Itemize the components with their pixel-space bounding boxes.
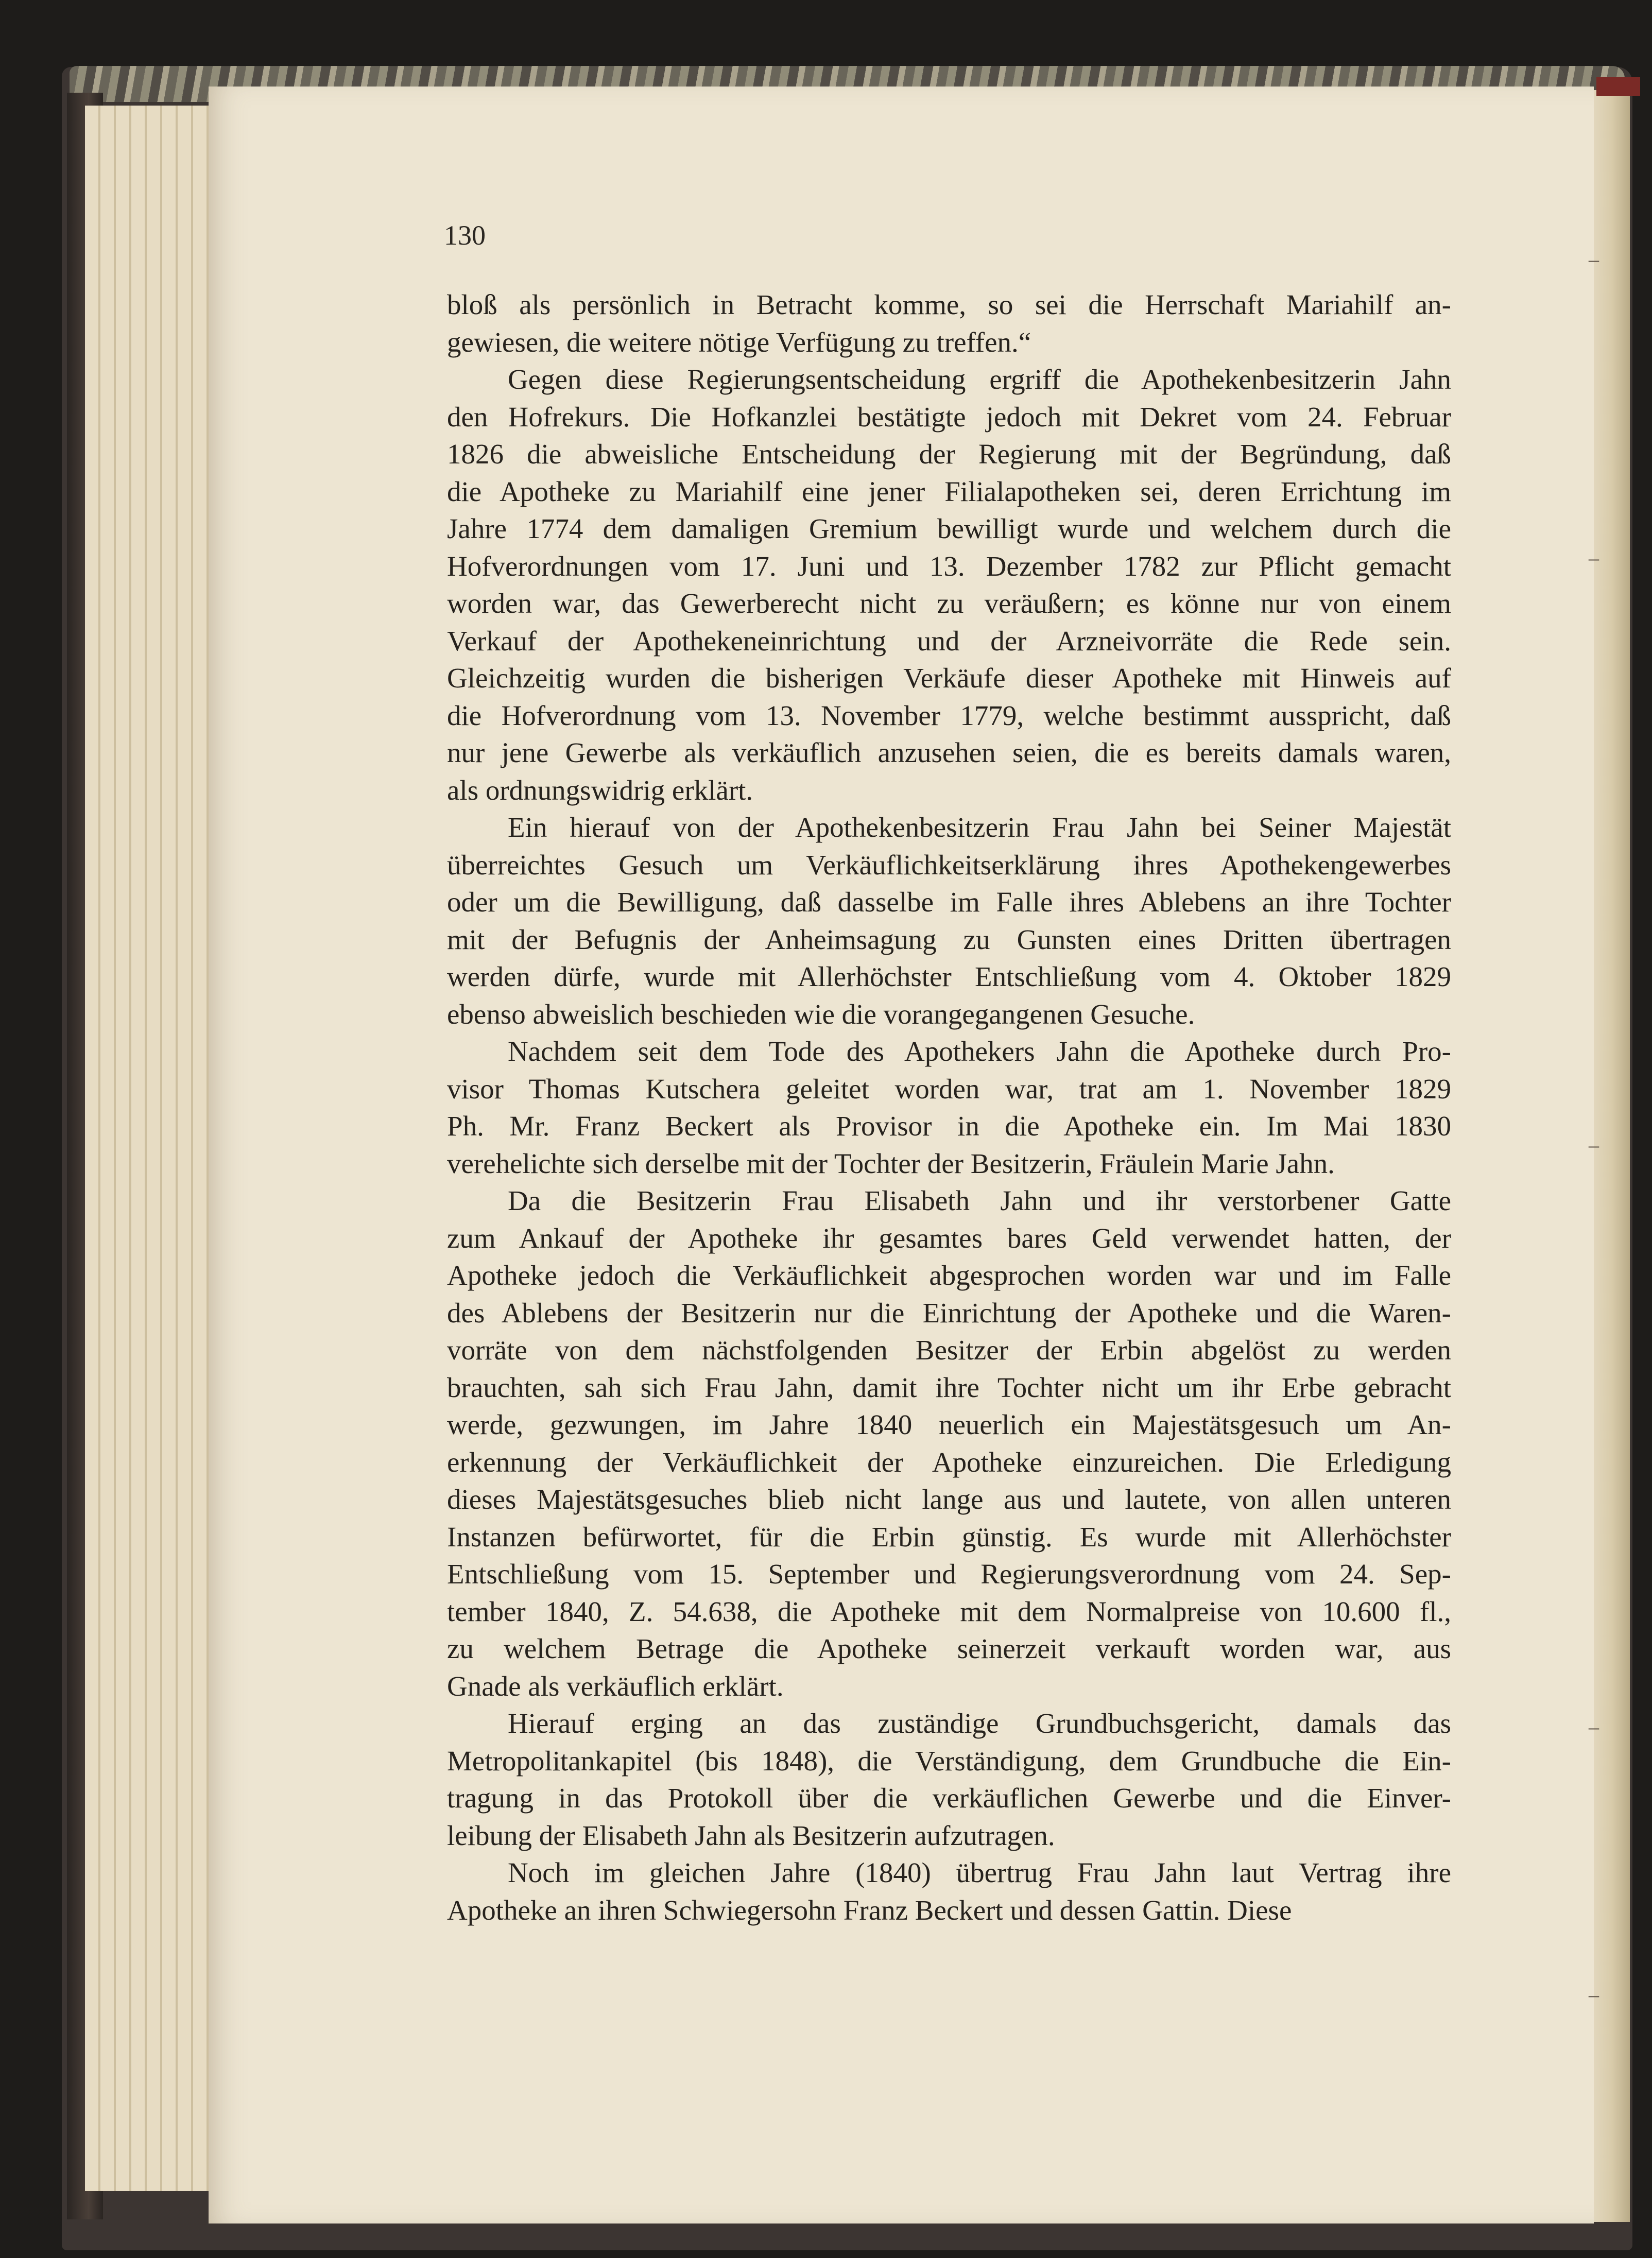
- body-text: [447, 286, 1451, 1929]
- text-line: überreichtes Gesuch um Verkäuflichkeitserklärung ihres Apothekengewerbes: [447, 849, 1451, 881]
- text-line: Entschließung vom 15. September und Regierungsverordnung vom 24. Sep-: [447, 1558, 1451, 1590]
- text-line: bloß als persönlich in Betracht komme, so sei die Herrschaft Mariahilf an-: [447, 289, 1451, 320]
- red-ribbon-edge: [1596, 77, 1640, 96]
- text-line: ebenso abweislich beschieden wie die vorangegangenen Gesuche.: [447, 998, 1195, 1030]
- right-page-leaves: [1594, 90, 1630, 2222]
- text-line: vorräte von dem nächstfolgenden Besitzer der Erbin abgelöst zu werden: [447, 1334, 1451, 1366]
- text-line: Gegen diese Regierungsentscheidung ergriff die Apothekenbesitzerin Jahn: [508, 364, 1451, 395]
- text-line: die Hofverordnung vom 13. November 1779, welche bestimmt ausspricht, daß: [447, 699, 1451, 731]
- text-line: Nachdem seit dem Tode des Apothekers Jahn die Apotheke durch Pro-: [508, 1036, 1451, 1067]
- text-line: Gleichzeitig wurden die bisherigen Verkäufe dieser Apotheke mit Hinweis auf: [447, 662, 1451, 694]
- text-line: zu welchem Betrage die Apotheke seinerzeit verkauft worden war, aus: [447, 1633, 1451, 1664]
- text-line: Ein hierauf von der Apothekenbesitzerin Frau Jahn bei Seiner Majestät: [508, 812, 1451, 843]
- text-line: Apotheke jedoch die Verkäuflichkeit abgesprochen worden war und im Falle: [447, 1260, 1451, 1291]
- text-line: als ordnungswidrig erklärt.: [447, 774, 753, 806]
- text-line: brauchten, sah sich Frau Jahn, damit ihre Tochter nicht um ihr Erbe gebracht: [447, 1371, 1451, 1403]
- text-line: gewiesen, die weitere nötige Verfügung zu treffen.“: [447, 326, 1031, 358]
- text-line: werde, gezwungen, im Jahre 1840 neuerlich ein Majestätsgesuch um An-: [447, 1409, 1451, 1440]
- text-line: die Apotheke zu Mariahilf eine jener Filialapotheken sei, deren Errichtung im: [447, 475, 1451, 507]
- margin-tick: –: [1589, 1715, 1599, 1738]
- text-line: mit der Befugnis der Anheimsagung zu Gunsten eines Dritten übertragen: [447, 923, 1451, 955]
- text-line: erkennung der Verkäuflichkeit der Apotheke einzureichen. Die Erledigung: [447, 1446, 1451, 1478]
- page-edges: [85, 106, 214, 2191]
- text-line: verehelichte sich derselbe mit der Tochter der Besitzerin, Fräulein Marie Jahn.: [447, 1147, 1335, 1179]
- text-line: zum Ankauf der Apotheke ihr gesamtes bares Geld verwendet hatten, der: [447, 1222, 1451, 1254]
- text-line: tragung in das Protokoll über die verkäuflichen Gewerbe und die Einver-: [447, 1782, 1451, 1814]
- text-line: worden war, das Gewerberecht nicht zu veräußern; es könne nur von einem: [447, 588, 1451, 619]
- text-line: Instanzen befürwortet, für die Erbin günstig. Es wurde mit Allerhöchster: [447, 1521, 1451, 1553]
- text-line: Metropolitankapitel (bis 1848), die Verständigung, dem Grundbuche die Ein-: [447, 1745, 1451, 1777]
- text-line: werden dürfe, wurde mit Allerhöchster Entschließung vom 4. Oktober 1829: [447, 961, 1451, 992]
- text-line: 1826 die abweisliche Entscheidung der Regierung mit der Begründung, daß: [447, 438, 1451, 470]
- margin-tick: –: [1589, 546, 1599, 570]
- text-line: leibung der Elisabeth Jahn als Besitzerin aufzutragen.: [447, 1819, 1055, 1851]
- text-line: Hierauf erging an das zuständige Grundbuchsgericht, damals das: [508, 1708, 1451, 1739]
- page-number: 130: [444, 220, 486, 251]
- text-line: Verkauf der Apothekeneinrichtung und der Arzneivorräte die Rede sein.: [447, 625, 1451, 657]
- margin-tick: –: [1589, 248, 1599, 271]
- text-line: visor Thomas Kutschera geleitet worden war, trat am 1. November 1829: [447, 1073, 1451, 1105]
- text-line: den Hofrekurs. Die Hofkanzlei bestätigte jedoch mit Dekret vom 24. Februar: [447, 401, 1451, 433]
- text-line: oder um die Bewilligung, daß dasselbe im Falle ihres Ablebens an ihre Tochter: [447, 886, 1451, 918]
- margin-tick: –: [1589, 1983, 1599, 2006]
- text-line: Apotheke an ihren Schwiegersohn Franz Beckert und dessen Gattin. Diese: [447, 1894, 1292, 1926]
- text-line: Noch im gleichen Jahre (1840) übertrug Frau Jahn laut Vertrag ihre: [508, 1857, 1451, 1888]
- text-line: Ph. Mr. Franz Beckert als Provisor in die Apotheke ein. Im Mai 1830: [447, 1110, 1451, 1142]
- text-line: Hofverordnungen vom 17. Juni und 13. Dezember 1782 zur Pflicht gemacht: [447, 550, 1451, 582]
- text-line: tember 1840, Z. 54.638, die Apotheke mit dem Normalpreise von 10.600 fl.,: [447, 1595, 1451, 1627]
- text-line: Gnade als verkäuflich erklärt.: [447, 1670, 784, 1702]
- margin-tick: –: [1589, 1133, 1599, 1157]
- text-line: dieses Majestätsgesuches blieb nicht lange aus und lautete, von allen unteren: [447, 1484, 1451, 1515]
- text-line: nur jene Gewerbe als verkäuflich anzusehen seien, die es bereits damals waren,: [447, 737, 1451, 768]
- text-line: Da die Besitzerin Frau Elisabeth Jahn und ihr verstorbener Gatte: [508, 1185, 1451, 1216]
- text-line: des Ablebens der Besitzerin nur die Einrichtung der Apotheke und die Waren-: [447, 1297, 1451, 1329]
- text-line: Jahre 1774 dem damaligen Gremium bewilligt wurde und welchem durch die: [447, 513, 1451, 544]
